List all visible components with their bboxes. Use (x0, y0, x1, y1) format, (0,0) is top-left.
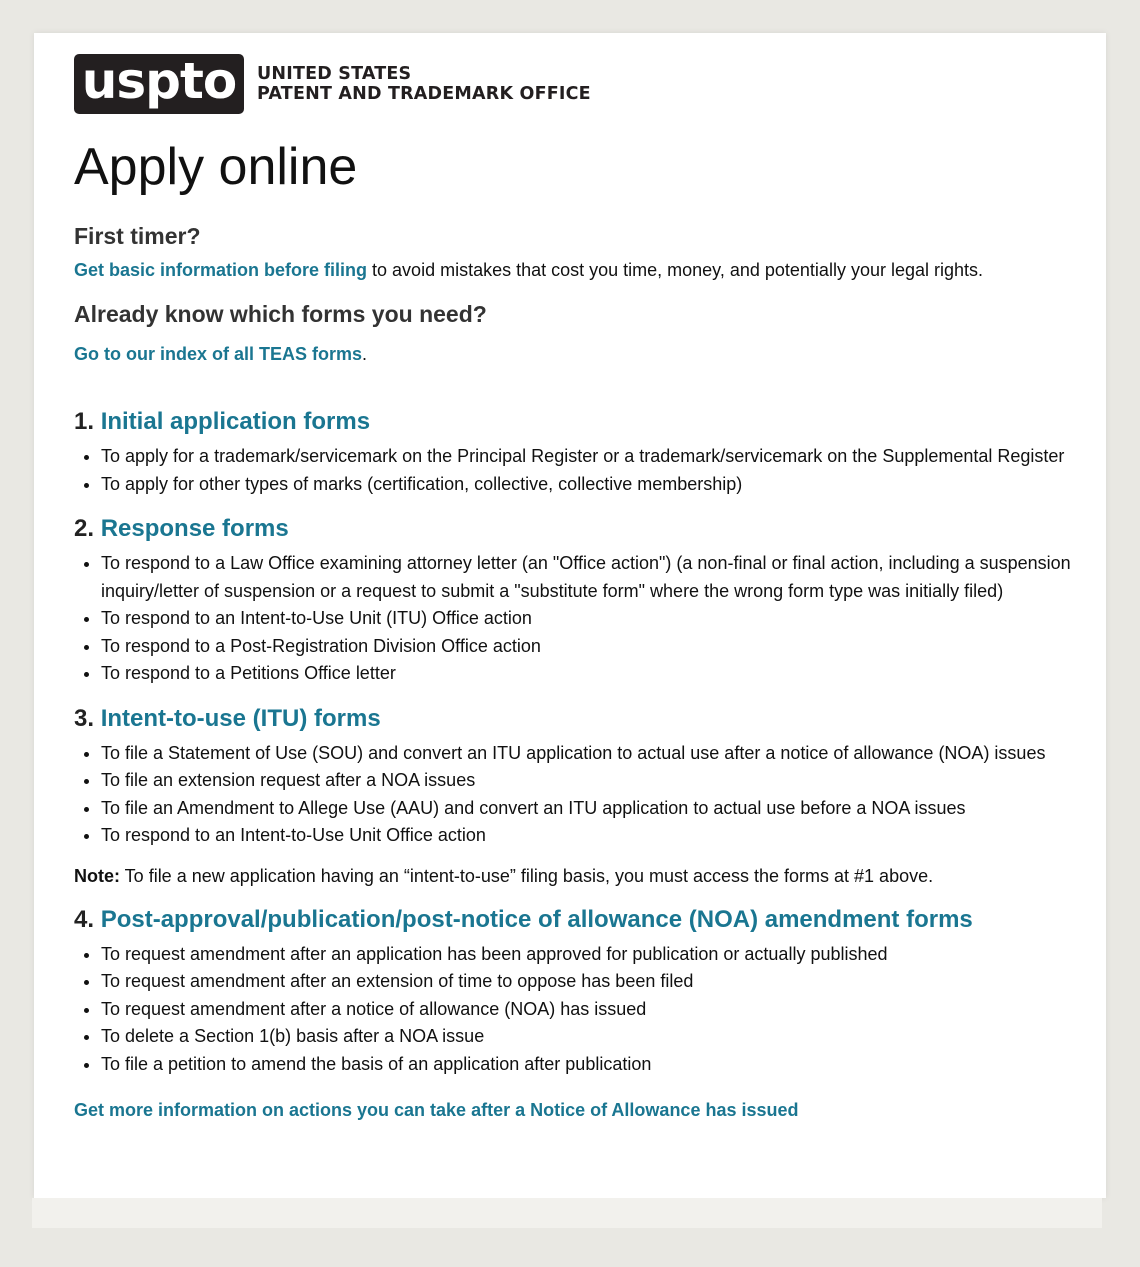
already-know-heading: Already know which forms you need? (74, 301, 487, 327)
list-item: • To respond to an Intent-to-Use Unit (ITU) Office action (101, 605, 1084, 633)
main-content (74, 53, 1084, 1121)
list-item: • To file a Statement of Use (SOU) and convert an ITU application to actual use after a notice of allowance (NOA) issues (101, 740, 1084, 768)
uspto-logo-mark: uspto (74, 54, 244, 114)
list-item: • To delete a Section 1(b) basis after a NOA issue (101, 1023, 1084, 1051)
note-text: To file a new application having an “intent-to-use” filing basis, you must access the forms at #1 above. (120, 865, 934, 886)
page-title: Apply online (74, 138, 358, 196)
list-item: • To respond to a Post-Registration Division Office action (101, 633, 1084, 661)
section-number: 2. (74, 515, 101, 542)
logo-line-1: UNITED STATES (257, 64, 412, 84)
uspto-logo-text (257, 64, 591, 104)
list-item: • To request amendment after a notice of allowance (NOA) has issued (101, 996, 1084, 1024)
first-timer-paragraph (74, 258, 1084, 283)
section-list (74, 550, 1084, 688)
section-number: 3. (74, 704, 101, 732)
section-number: 4. (74, 905, 101, 933)
list-item: • To respond to a Petitions Office letter (101, 660, 1084, 688)
teas-index-suffix: . (362, 344, 368, 364)
list-item: • To respond to a Law Office examining attorney letter (an "Office action") (a non-final or final action, including a suspension inquiry/letter of suspension or a request to submit a "substitute form" where the wrong form type was initially filed) (101, 550, 1084, 605)
section-intent-to-use (74, 704, 1084, 850)
uspto-logo[interactable] (74, 53, 1084, 115)
list-item: • To respond to an Intent-to-Use Unit Office action (101, 822, 1084, 850)
section-title (74, 514, 1084, 544)
list-item: • To request amendment after an extension of time to oppose has been filed (101, 968, 1084, 996)
list-item: • To file a petition to amend the basis of an application after publication (101, 1051, 1084, 1079)
section-initial-application (74, 407, 1084, 498)
teas-index-link[interactable]: Go to our index of all TEAS forms (74, 344, 363, 364)
list-item: • To file an Amendment to Allege Use (AAU) and convert an ITU application to actual use before a NOA issues (101, 795, 1084, 823)
note-label: Note: (74, 865, 120, 886)
page-card (34, 33, 1106, 1198)
section-number: 1. (74, 408, 101, 435)
section-title (74, 704, 1084, 734)
itu-forms-link[interactable]: Intent-to-use (ITU) forms (100, 704, 381, 732)
note-paragraph (74, 864, 1084, 889)
basic-info-link[interactable]: Get basic information before filing (74, 260, 368, 280)
section-title (74, 407, 1084, 437)
first-timer-text: to avoid mistakes that cost you time, money, and potentially your legal rights. (367, 260, 984, 280)
section-title (74, 905, 1084, 935)
section-post-approval (74, 905, 1084, 1079)
section-response (74, 514, 1084, 688)
logo-line-2: PATENT AND TRADEMARK OFFICE (257, 84, 591, 104)
list-item: • To request amendment after an application has been approved for publication or actually published (101, 941, 1084, 969)
noa-info-link[interactable]: Get more information on actions you can take after a Notice of Allowance has issued (74, 1100, 799, 1120)
response-forms-link[interactable]: Response forms (100, 515, 289, 542)
noa-info-paragraph (74, 1100, 1084, 1121)
list-item: • To file an extension request after a NOA issues (101, 767, 1084, 795)
section-list (74, 941, 1084, 1079)
initial-application-forms-link[interactable]: Initial application forms (100, 408, 371, 435)
first-timer-heading: First timer? (74, 223, 201, 249)
section-list (74, 443, 1084, 498)
teas-index-paragraph (74, 342, 1084, 367)
post-approval-forms-link[interactable]: Post-approval/publication/post-notice of allowance (NOA) amendment forms (100, 905, 973, 933)
page-bottom-strip (32, 1198, 1102, 1228)
section-list (74, 740, 1084, 850)
list-item: • To apply for other types of marks (certification, collective, collective membership) (101, 471, 1084, 499)
list-item: • To apply for a trademark/servicemark on the Principal Register or a trademark/servicemark on the Supplemental Register (101, 443, 1084, 471)
